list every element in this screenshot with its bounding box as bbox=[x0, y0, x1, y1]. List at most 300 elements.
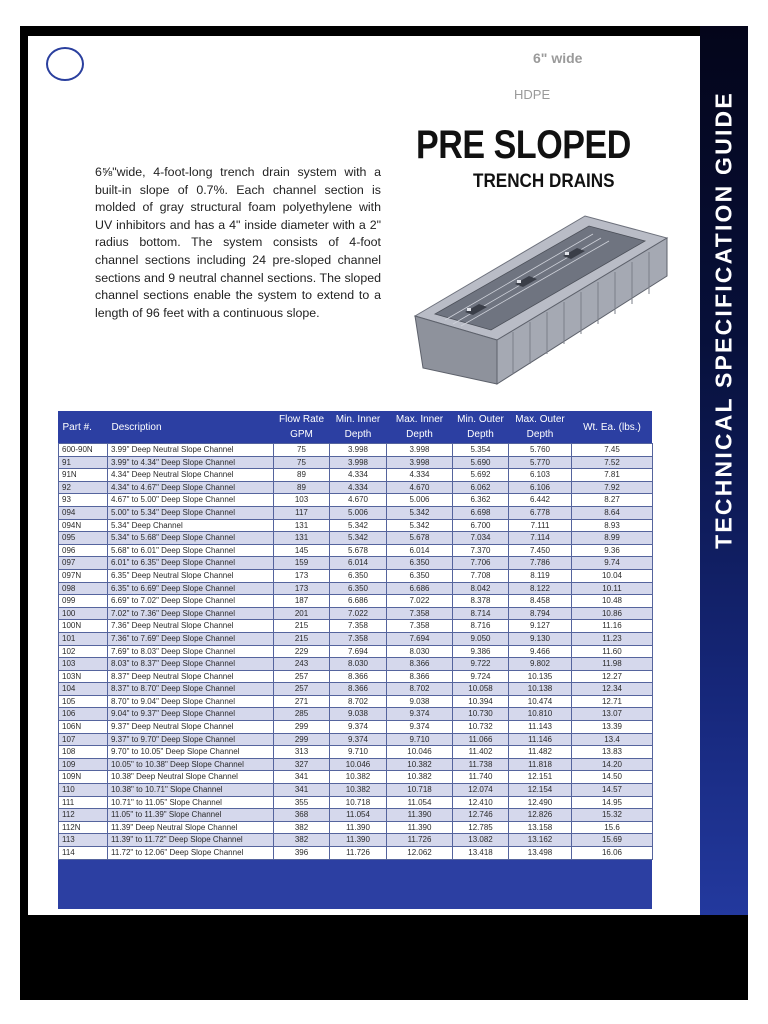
cell-part: 112N bbox=[59, 821, 108, 834]
cell-flow-rate: 341 bbox=[274, 771, 330, 784]
cell-description: 10.05" to 10.38" Deep Slope Channel bbox=[108, 758, 274, 771]
cell-weight: 9.36 bbox=[572, 544, 653, 557]
cell-description: 9.37" Deep Neutral Slope Channel bbox=[108, 721, 274, 734]
cell-flow-rate: 243 bbox=[274, 658, 330, 671]
cell-max-inner: 6.014 bbox=[387, 544, 453, 557]
cell-weight: 11.60 bbox=[572, 645, 653, 658]
table-row bbox=[59, 557, 653, 570]
cell-min-outer: 8.714 bbox=[453, 607, 509, 620]
cell-max-inner: 4.334 bbox=[387, 469, 453, 482]
cell-max-outer: 12.154 bbox=[509, 784, 572, 797]
cell-min-outer: 10.394 bbox=[453, 695, 509, 708]
cell-min-outer: 5.692 bbox=[453, 469, 509, 482]
table-row bbox=[59, 695, 653, 708]
cell-min-inner: 9.710 bbox=[330, 746, 387, 759]
cell-min-outer: 9.386 bbox=[453, 645, 509, 658]
cell-min-inner: 11.054 bbox=[330, 809, 387, 822]
cell-max-inner: 11.390 bbox=[387, 809, 453, 822]
cell-flow-rate: 257 bbox=[274, 670, 330, 683]
cell-max-outer: 13.498 bbox=[509, 847, 572, 860]
table-row bbox=[59, 758, 653, 771]
cell-min-inner: 8.366 bbox=[330, 670, 387, 683]
cell-max-inner: 4.670 bbox=[387, 481, 453, 494]
trench-drain-illustration bbox=[405, 208, 670, 388]
cell-part: 108 bbox=[59, 746, 108, 759]
cell-max-outer: 7.111 bbox=[509, 519, 572, 532]
product-description: 6⅝"wide, 4-foot-long trench drain system with a built-in slope of 0.7%. Each channel section is molded of gray structural foam polyethylene with UV inhibitors and has a 4" inside diameter with a 2" radius bottom. The system consists of 4-foot channel sections including 24 pre-sloped channel sections and 9 neutral channel sections. The sloped channel sections enable the system to extend to a length of 96 feet with a continuous slope. bbox=[95, 165, 381, 320]
cell-min-outer: 11.066 bbox=[453, 733, 509, 746]
cell-max-outer: 12.151 bbox=[509, 771, 572, 784]
cell-weight: 14.95 bbox=[572, 796, 653, 809]
page-title: PRE SLOPED bbox=[416, 123, 631, 167]
cell-min-outer: 8.716 bbox=[453, 620, 509, 633]
cell-max-inner: 6.350 bbox=[387, 557, 453, 570]
table-row bbox=[59, 481, 653, 494]
cell-part: 600-90N bbox=[59, 444, 108, 457]
table-row bbox=[59, 645, 653, 658]
table-row bbox=[59, 444, 653, 457]
cell-weight: 7.52 bbox=[572, 456, 653, 469]
cell-min-outer: 13.082 bbox=[453, 834, 509, 847]
cell-max-inner: 8.366 bbox=[387, 670, 453, 683]
table-row bbox=[59, 506, 653, 519]
material-label: HDPE bbox=[514, 87, 551, 102]
cell-max-outer: 8.458 bbox=[509, 595, 572, 608]
cell-description: 9.70" to 10.05" Deep Slope Channel bbox=[108, 746, 274, 759]
cell-min-outer: 13.418 bbox=[453, 847, 509, 860]
cell-min-inner: 6.014 bbox=[330, 557, 387, 570]
cell-flow-rate: 368 bbox=[274, 809, 330, 822]
col-header-max-inner: Max. Inner Depth bbox=[395, 414, 444, 440]
cell-min-inner: 10.382 bbox=[330, 784, 387, 797]
cell-max-inner: 10.718 bbox=[387, 784, 453, 797]
cell-weight: 8.93 bbox=[572, 519, 653, 532]
page-subtitle: TRENCH DRAINS bbox=[473, 171, 615, 192]
cell-part: 110 bbox=[59, 784, 108, 797]
cell-flow-rate: 229 bbox=[274, 645, 330, 658]
cell-weight: 13.07 bbox=[572, 708, 653, 721]
cell-min-inner: 3.998 bbox=[330, 444, 387, 457]
cell-weight: 15.69 bbox=[572, 834, 653, 847]
cell-part: 100N bbox=[59, 620, 108, 633]
cell-weight: 15.6 bbox=[572, 821, 653, 834]
cell-part: 113 bbox=[59, 834, 108, 847]
cell-min-outer: 12.410 bbox=[453, 796, 509, 809]
cell-max-outer: 11.146 bbox=[509, 733, 572, 746]
cell-description: 4.34" to 4.67" Deep Slope Channel bbox=[108, 481, 274, 494]
col-header-description: Description bbox=[111, 421, 162, 433]
cell-flow-rate: 187 bbox=[274, 595, 330, 608]
table-row bbox=[59, 582, 653, 595]
cell-min-outer: 7.370 bbox=[453, 544, 509, 557]
col-header-max-outer: Max. Outer Depth bbox=[515, 414, 565, 440]
cell-description: 8.37" to 8.70" Deep Slope Channel bbox=[108, 683, 274, 696]
cell-flow-rate: 75 bbox=[274, 456, 330, 469]
page-frame-top bbox=[20, 26, 748, 36]
cell-min-outer: 7.708 bbox=[453, 569, 509, 582]
cell-max-outer: 7.114 bbox=[509, 532, 572, 545]
cell-weight: 7.81 bbox=[572, 469, 653, 482]
cell-description: 11.05" to 11.39" Slope Channel bbox=[108, 809, 274, 822]
cell-max-outer: 12.826 bbox=[509, 809, 572, 822]
cell-description: 3.99" Deep Neutral Slope Channel bbox=[108, 444, 274, 457]
cell-max-outer: 11.482 bbox=[509, 746, 572, 759]
cell-weight: 8.64 bbox=[572, 506, 653, 519]
cell-flow-rate: 299 bbox=[274, 733, 330, 746]
cell-part: 106 bbox=[59, 708, 108, 721]
cell-flow-rate: 89 bbox=[274, 481, 330, 494]
cell-flow-rate: 159 bbox=[274, 557, 330, 570]
cell-weight: 13.83 bbox=[572, 746, 653, 759]
cell-description: 9.37" to 9.70" Deep Slope Channel bbox=[108, 733, 274, 746]
col-header-part: Part #. bbox=[62, 421, 92, 433]
cell-max-outer: 13.158 bbox=[509, 821, 572, 834]
logo-circle-icon bbox=[46, 47, 84, 81]
table-row bbox=[59, 532, 653, 545]
cell-min-inner: 6.686 bbox=[330, 595, 387, 608]
cell-part: 112 bbox=[59, 809, 108, 822]
cell-min-inner: 5.678 bbox=[330, 544, 387, 557]
cell-weight: 12.71 bbox=[572, 695, 653, 708]
cell-description: 9.04" to 9.37" Deep Slope Channel bbox=[108, 708, 274, 721]
cell-flow-rate: 89 bbox=[274, 469, 330, 482]
spec-table-body bbox=[59, 444, 653, 860]
table-row bbox=[59, 746, 653, 759]
table-row bbox=[59, 658, 653, 671]
cell-weight: 8.27 bbox=[572, 494, 653, 507]
table-row bbox=[59, 721, 653, 734]
spec-table bbox=[58, 411, 653, 860]
cell-part: 101 bbox=[59, 632, 108, 645]
cell-part: 91 bbox=[59, 456, 108, 469]
cell-description: 4.67" to 5.00" Deep Slope Channel bbox=[108, 494, 274, 507]
cell-part: 106N bbox=[59, 721, 108, 734]
cell-min-outer: 9.724 bbox=[453, 670, 509, 683]
cell-weight: 11.16 bbox=[572, 620, 653, 633]
cell-max-inner: 10.382 bbox=[387, 758, 453, 771]
cell-min-outer: 6.700 bbox=[453, 519, 509, 532]
table-row bbox=[59, 796, 653, 809]
cell-description: 6.01" to 6.35" Deep Slope Channel bbox=[108, 557, 274, 570]
cell-description: 6.35" to 6.69" Deep Slope Channel bbox=[108, 582, 274, 595]
cell-min-inner: 9.374 bbox=[330, 721, 387, 734]
cell-min-outer: 10.730 bbox=[453, 708, 509, 721]
cell-description: 7.36" to 7.69" Deep Slope Channel bbox=[108, 632, 274, 645]
cell-max-inner: 12.062 bbox=[387, 847, 453, 860]
col-header-weight: Wt. Ea. (lbs.) bbox=[583, 421, 641, 433]
table-row bbox=[59, 670, 653, 683]
cell-flow-rate: 257 bbox=[274, 683, 330, 696]
cell-max-outer: 8.794 bbox=[509, 607, 572, 620]
cell-max-outer: 9.466 bbox=[509, 645, 572, 658]
cell-min-outer: 8.378 bbox=[453, 595, 509, 608]
cell-flow-rate: 299 bbox=[274, 721, 330, 734]
cell-min-outer: 6.698 bbox=[453, 506, 509, 519]
table-header-row bbox=[59, 411, 653, 444]
cell-flow-rate: 285 bbox=[274, 708, 330, 721]
cell-weight: 11.23 bbox=[572, 632, 653, 645]
cell-part: 103N bbox=[59, 670, 108, 683]
table-row bbox=[59, 683, 653, 696]
cell-max-outer: 5.760 bbox=[509, 444, 572, 457]
cell-max-outer: 8.122 bbox=[509, 582, 572, 595]
table-row bbox=[59, 834, 653, 847]
cell-description: 7.02" to 7.36" Deep Slope Channel bbox=[108, 607, 274, 620]
cell-min-inner: 5.342 bbox=[330, 519, 387, 532]
cell-max-outer: 10.810 bbox=[509, 708, 572, 721]
cell-max-inner: 5.006 bbox=[387, 494, 453, 507]
cell-weight: 12.27 bbox=[572, 670, 653, 683]
table-row bbox=[59, 708, 653, 721]
cell-flow-rate: 355 bbox=[274, 796, 330, 809]
cell-max-inner: 9.374 bbox=[387, 721, 453, 734]
cell-part: 109N bbox=[59, 771, 108, 784]
cell-min-outer: 5.354 bbox=[453, 444, 509, 457]
cell-max-inner: 11.390 bbox=[387, 821, 453, 834]
cell-description: 11.39" Deep Neutral Slope Channel bbox=[108, 821, 274, 834]
cell-min-inner: 11.726 bbox=[330, 847, 387, 860]
cell-description: 5.00" to 5.34" Deep Slope Channel bbox=[108, 506, 274, 519]
table-row bbox=[59, 809, 653, 822]
cell-min-outer: 11.402 bbox=[453, 746, 509, 759]
cell-part: 095 bbox=[59, 532, 108, 545]
cell-max-inner: 6.350 bbox=[387, 569, 453, 582]
cell-min-outer: 7.706 bbox=[453, 557, 509, 570]
cell-min-inner: 4.670 bbox=[330, 494, 387, 507]
cell-max-inner: 6.686 bbox=[387, 582, 453, 595]
cell-description: 5.68" to 6.01" Deep Slope Channel bbox=[108, 544, 274, 557]
cell-part: 102 bbox=[59, 645, 108, 658]
cell-description: 8.70" to 9.04" Deep Slope Channel bbox=[108, 695, 274, 708]
cell-max-outer: 6.106 bbox=[509, 481, 572, 494]
cell-description: 11.72" to 12.06" Deep Slope Channel bbox=[108, 847, 274, 860]
cell-flow-rate: 215 bbox=[274, 632, 330, 645]
cell-min-outer: 9.050 bbox=[453, 632, 509, 645]
cell-flow-rate: 117 bbox=[274, 506, 330, 519]
cell-flow-rate: 131 bbox=[274, 519, 330, 532]
cell-max-inner: 8.030 bbox=[387, 645, 453, 658]
cell-max-outer: 7.450 bbox=[509, 544, 572, 557]
cell-max-outer: 5.770 bbox=[509, 456, 572, 469]
side-title: TECHNICAL SPECIFICATION GUIDE bbox=[710, 91, 737, 549]
cell-min-inner: 7.022 bbox=[330, 607, 387, 620]
cell-description: 3.99" to 4.34" Deep Slope Channel bbox=[108, 456, 274, 469]
table-row bbox=[59, 569, 653, 582]
cell-description: 8.37" Deep Neutral Slope Channel bbox=[108, 670, 274, 683]
cell-min-outer: 5.690 bbox=[453, 456, 509, 469]
cell-max-inner: 7.694 bbox=[387, 632, 453, 645]
cell-max-outer: 10.138 bbox=[509, 683, 572, 696]
cell-max-outer: 13.162 bbox=[509, 834, 572, 847]
cell-min-inner: 11.390 bbox=[330, 834, 387, 847]
cell-flow-rate: 145 bbox=[274, 544, 330, 557]
cell-max-outer: 11.818 bbox=[509, 758, 572, 771]
cell-weight: 10.48 bbox=[572, 595, 653, 608]
cell-part: 096 bbox=[59, 544, 108, 557]
cell-part: 91N bbox=[59, 469, 108, 482]
cell-min-inner: 7.358 bbox=[330, 620, 387, 633]
cell-min-outer: 11.740 bbox=[453, 771, 509, 784]
cell-min-inner: 11.390 bbox=[330, 821, 387, 834]
cell-weight: 13.39 bbox=[572, 721, 653, 734]
cell-min-outer: 12.074 bbox=[453, 784, 509, 797]
cell-max-inner: 10.382 bbox=[387, 771, 453, 784]
cell-part: 114 bbox=[59, 847, 108, 860]
cell-flow-rate: 341 bbox=[274, 784, 330, 797]
cell-weight: 9.74 bbox=[572, 557, 653, 570]
cell-max-outer: 6.442 bbox=[509, 494, 572, 507]
cell-max-inner: 5.678 bbox=[387, 532, 453, 545]
col-header-flow-rate: Flow Rate GPM bbox=[278, 414, 324, 440]
table-row bbox=[59, 607, 653, 620]
cell-max-inner: 7.358 bbox=[387, 607, 453, 620]
table-row bbox=[59, 519, 653, 532]
table-row bbox=[59, 784, 653, 797]
cell-weight: 10.04 bbox=[572, 569, 653, 582]
cell-flow-rate: 327 bbox=[274, 758, 330, 771]
cell-part: 094 bbox=[59, 506, 108, 519]
cell-part: 107 bbox=[59, 733, 108, 746]
cell-min-inner: 6.350 bbox=[330, 582, 387, 595]
cell-description: 10.38" to 10.71" Slope Channel bbox=[108, 784, 274, 797]
table-row bbox=[59, 595, 653, 608]
cell-max-inner: 8.702 bbox=[387, 683, 453, 696]
cell-min-inner: 10.046 bbox=[330, 758, 387, 771]
cell-min-inner: 6.350 bbox=[330, 569, 387, 582]
cell-part: 109 bbox=[59, 758, 108, 771]
cell-weight: 13.4 bbox=[572, 733, 653, 746]
cell-flow-rate: 382 bbox=[274, 821, 330, 834]
cell-min-inner: 10.718 bbox=[330, 796, 387, 809]
cell-min-outer: 12.785 bbox=[453, 821, 509, 834]
table-row bbox=[59, 620, 653, 633]
cell-max-outer: 6.778 bbox=[509, 506, 572, 519]
cell-max-outer: 9.802 bbox=[509, 658, 572, 671]
cell-min-inner: 7.694 bbox=[330, 645, 387, 658]
cell-part: 111 bbox=[59, 796, 108, 809]
cell-min-inner: 8.030 bbox=[330, 658, 387, 671]
cell-min-inner: 5.342 bbox=[330, 532, 387, 545]
cell-max-inner: 7.358 bbox=[387, 620, 453, 633]
cell-min-outer: 9.722 bbox=[453, 658, 509, 671]
cell-description: 8.03" to 8.37" Deep Slope Channel bbox=[108, 658, 274, 671]
cell-max-outer: 9.130 bbox=[509, 632, 572, 645]
cell-max-inner: 9.710 bbox=[387, 733, 453, 746]
cell-description: 7.36" Deep Neutral Slope Channel bbox=[108, 620, 274, 633]
table-row bbox=[59, 469, 653, 482]
cell-part: 92 bbox=[59, 481, 108, 494]
cell-weight: 11.98 bbox=[572, 658, 653, 671]
cell-min-inner: 4.334 bbox=[330, 481, 387, 494]
cell-flow-rate: 271 bbox=[274, 695, 330, 708]
cell-min-outer: 6.062 bbox=[453, 481, 509, 494]
cell-description: 7.69" to 8.03" Deep Slope Channel bbox=[108, 645, 274, 658]
cell-min-outer: 10.732 bbox=[453, 721, 509, 734]
cell-part: 100 bbox=[59, 607, 108, 620]
cell-flow-rate: 201 bbox=[274, 607, 330, 620]
cell-weight: 7.92 bbox=[572, 481, 653, 494]
cell-max-inner: 11.054 bbox=[387, 796, 453, 809]
cell-max-inner: 7.022 bbox=[387, 595, 453, 608]
cell-max-outer: 12.490 bbox=[509, 796, 572, 809]
cell-weight: 16.06 bbox=[572, 847, 653, 860]
col-header-min-inner: Min. Inner Depth bbox=[335, 414, 381, 440]
page-frame-left bbox=[20, 26, 28, 1000]
cell-min-outer: 10.058 bbox=[453, 683, 509, 696]
cell-part: 098 bbox=[59, 582, 108, 595]
cell-max-inner: 10.046 bbox=[387, 746, 453, 759]
cell-min-outer: 11.738 bbox=[453, 758, 509, 771]
cell-weight: 10.86 bbox=[572, 607, 653, 620]
cell-weight: 14.20 bbox=[572, 758, 653, 771]
cell-part: 103 bbox=[59, 658, 108, 671]
cell-max-outer: 10.135 bbox=[509, 670, 572, 683]
cell-min-outer: 7.034 bbox=[453, 532, 509, 545]
cell-min-inner: 8.702 bbox=[330, 695, 387, 708]
cell-description: 11.39" to 11.72" Deep Slope Channel bbox=[108, 834, 274, 847]
cell-weight: 15.32 bbox=[572, 809, 653, 822]
cell-min-outer: 12.746 bbox=[453, 809, 509, 822]
table-row bbox=[59, 456, 653, 469]
cell-flow-rate: 173 bbox=[274, 569, 330, 582]
cell-description: 10.71" to 11.05" Slope Channel bbox=[108, 796, 274, 809]
cell-part: 094N bbox=[59, 519, 108, 532]
cell-flow-rate: 75 bbox=[274, 444, 330, 457]
cell-flow-rate: 173 bbox=[274, 582, 330, 595]
cell-min-inner: 3.998 bbox=[330, 456, 387, 469]
cell-max-inner: 3.998 bbox=[387, 456, 453, 469]
cell-flow-rate: 382 bbox=[274, 834, 330, 847]
cell-max-inner: 9.374 bbox=[387, 708, 453, 721]
cell-description: 5.34" Deep Channel bbox=[108, 519, 274, 532]
cell-max-inner: 5.342 bbox=[387, 519, 453, 532]
cell-weight: 14.50 bbox=[572, 771, 653, 784]
cell-flow-rate: 396 bbox=[274, 847, 330, 860]
cell-min-inner: 4.334 bbox=[330, 469, 387, 482]
cell-max-outer: 11.143 bbox=[509, 721, 572, 734]
table-row bbox=[59, 771, 653, 784]
cell-min-inner: 7.358 bbox=[330, 632, 387, 645]
table-row bbox=[59, 632, 653, 645]
cell-max-outer: 7.786 bbox=[509, 557, 572, 570]
cell-min-inner: 8.366 bbox=[330, 683, 387, 696]
cell-description: 6.35" Deep Neutral Slope Channel bbox=[108, 569, 274, 582]
cell-weight: 8.99 bbox=[572, 532, 653, 545]
cell-description: 10.38" Deep Neutral Slope Channel bbox=[108, 771, 274, 784]
cell-flow-rate: 103 bbox=[274, 494, 330, 507]
cell-max-outer: 9.127 bbox=[509, 620, 572, 633]
cell-part: 097N bbox=[59, 569, 108, 582]
cell-flow-rate: 313 bbox=[274, 746, 330, 759]
cell-min-inner: 9.374 bbox=[330, 733, 387, 746]
col-header-min-outer: Min. Outer Depth bbox=[457, 414, 504, 440]
cell-min-inner: 9.038 bbox=[330, 708, 387, 721]
cell-min-inner: 10.382 bbox=[330, 771, 387, 784]
size-label: 6" wide bbox=[533, 50, 583, 66]
cell-min-outer: 8.042 bbox=[453, 582, 509, 595]
cell-max-inner: 5.342 bbox=[387, 506, 453, 519]
cell-part: 097 bbox=[59, 557, 108, 570]
cell-weight: 14.57 bbox=[572, 784, 653, 797]
cell-part: 93 bbox=[59, 494, 108, 507]
cell-max-inner: 8.366 bbox=[387, 658, 453, 671]
cell-part: 105 bbox=[59, 695, 108, 708]
cell-description: 6.69" to 7.02" Deep Slope Channel bbox=[108, 595, 274, 608]
cell-part: 104 bbox=[59, 683, 108, 696]
table-row bbox=[59, 733, 653, 746]
table-row bbox=[59, 821, 653, 834]
cell-max-inner: 9.038 bbox=[387, 695, 453, 708]
